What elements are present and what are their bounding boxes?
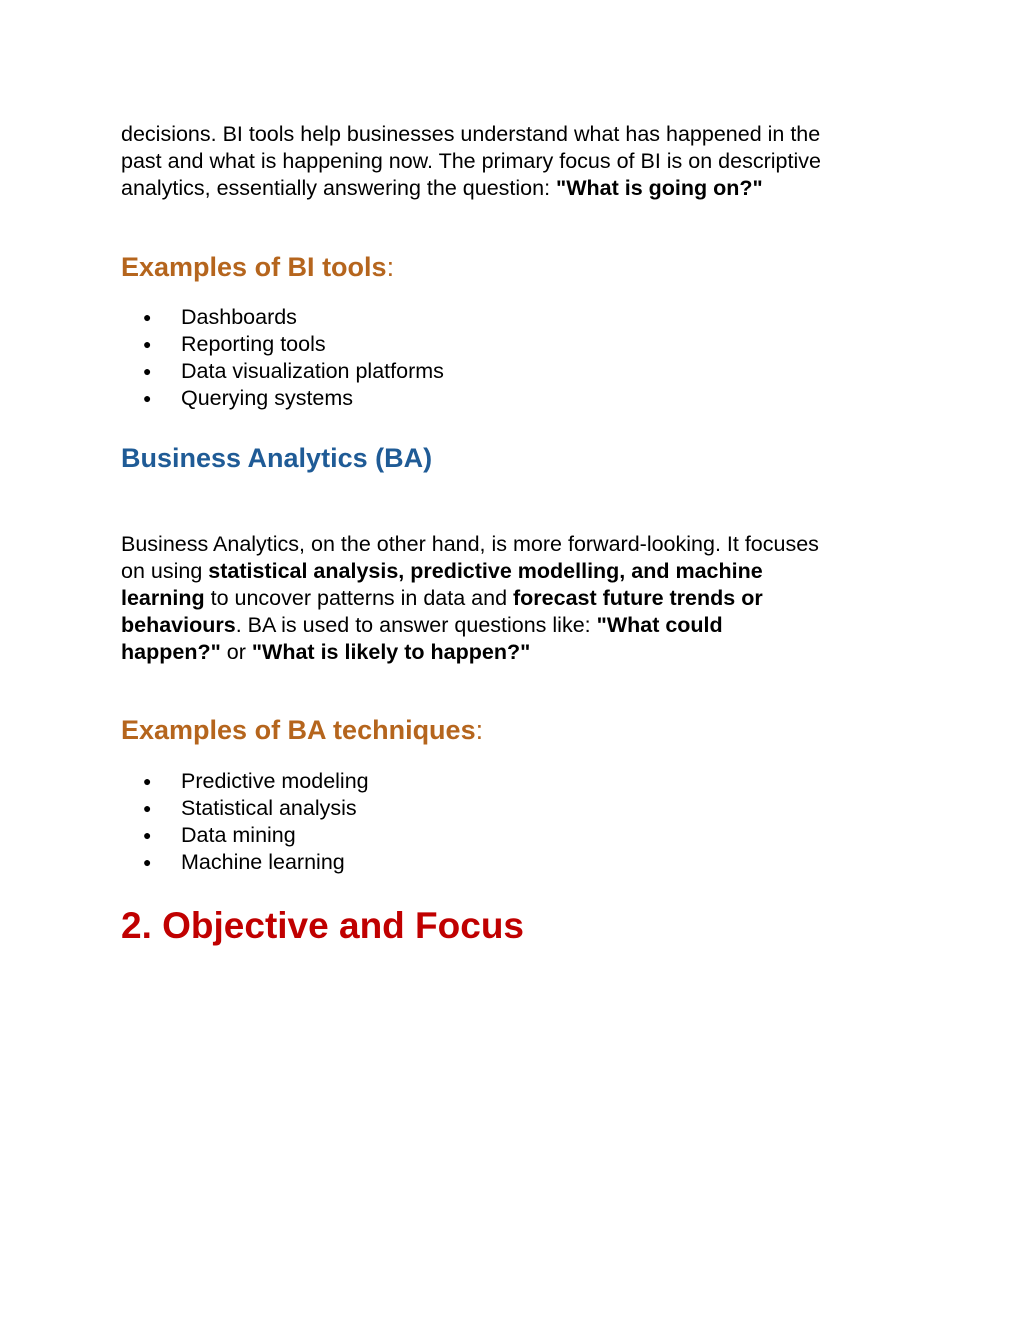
list-item [121, 385, 901, 412]
list-item [121, 768, 901, 795]
ba-bold-5: "What could [596, 613, 723, 637]
list-item-text: Querying systems [181, 386, 354, 410]
list-item-text: Data mining [181, 823, 296, 847]
list-item [121, 304, 901, 331]
bullet-icon: ● [143, 309, 152, 325]
ba-examples-heading-colon: : [475, 715, 484, 745]
ba-text-3: to uncover patterns in data and [204, 586, 514, 610]
ba-text-5: or [220, 640, 252, 664]
bi-tools-list [121, 304, 901, 412]
bullet-icon: ● [143, 390, 152, 406]
ba-bold-7: "What is likely to happen?" [251, 640, 531, 664]
bi-examples-heading-text: Examples of BI tools [121, 252, 387, 282]
ba-section-heading: Business Analytics (BA) [121, 443, 433, 473]
intro-line-2: past and what is happening now. The primary focus of BI is on descriptive [121, 149, 821, 173]
intro-question: "What is going on?" [556, 176, 763, 200]
list-item-text: Data visualization platforms [181, 359, 444, 383]
section-2-heading: 2. Objective and Focus [121, 905, 525, 946]
bullet-icon: ● [143, 336, 152, 352]
ba-examples-heading-text: Examples of BA techniques [121, 715, 476, 745]
list-item [121, 795, 901, 822]
intro-line-1: decisions. BI tools help businesses understand what has happened in the [121, 122, 821, 146]
list-item [121, 849, 901, 876]
list-item-text: Machine learning [181, 850, 345, 874]
list-item [121, 331, 901, 358]
ba-text-2: on using [121, 559, 209, 583]
ba-text-1: Business Analytics, on the other hand, is more forward-looking. It focuses [121, 532, 819, 556]
ba-examples-heading [121, 714, 901, 746]
ba-bold-3: forecast future trends or [513, 586, 763, 610]
ba-techniques-list [121, 768, 901, 876]
ba-bold-4: behaviours [121, 613, 236, 637]
bullet-icon: ● [143, 827, 152, 843]
list-item-text: Dashboards [181, 305, 297, 329]
ba-bold-1: statistical analysis, predictive modelling, and machine [208, 559, 763, 583]
list-item [121, 822, 901, 849]
bullet-icon: ● [143, 800, 152, 816]
list-item-text: Statistical analysis [181, 796, 357, 820]
bullet-icon: ● [143, 363, 152, 379]
bullet-icon: ● [143, 854, 152, 870]
ba-paragraph [121, 531, 901, 666]
intro-paragraph [121, 121, 901, 202]
bullet-icon: ● [143, 773, 152, 789]
list-item-text: Reporting tools [181, 332, 326, 356]
list-item-text: Predictive modeling [181, 769, 369, 793]
ba-bold-2: learning [121, 586, 205, 610]
document-page [121, 121, 901, 948]
bi-examples-heading [121, 251, 901, 283]
ba-bold-6: happen?" [121, 640, 221, 664]
bi-examples-heading-colon: : [386, 252, 395, 282]
intro-line-3: analytics, essentially answering the question: [121, 176, 557, 200]
ba-text-4: . BA is used to answer questions like: [235, 613, 597, 637]
list-item [121, 358, 901, 385]
